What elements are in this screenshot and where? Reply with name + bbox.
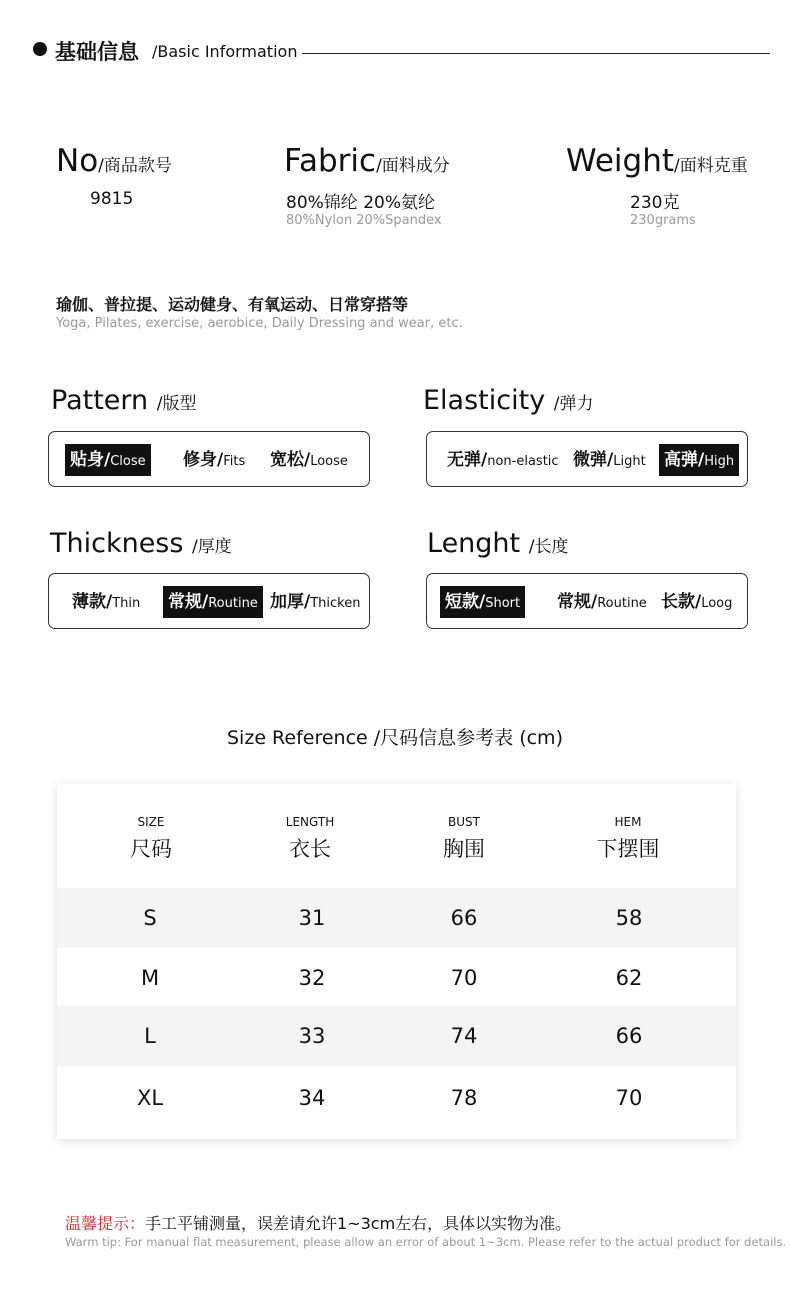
length-options bbox=[426, 573, 748, 629]
thickness-title: Thickness bbox=[50, 528, 184, 559]
table-cell: M bbox=[140, 966, 160, 990]
fabric-subtitle: /面料成分 bbox=[376, 156, 450, 176]
table-row bbox=[57, 1006, 736, 1066]
table-cell: 58 bbox=[615, 906, 643, 930]
thickness-subtitle: /厚度 bbox=[192, 537, 232, 557]
thickness-heading bbox=[50, 530, 232, 557]
weight-title: Weight bbox=[566, 143, 675, 179]
fabric-title: Fabric bbox=[284, 143, 377, 179]
no-value: 9815 bbox=[90, 189, 134, 209]
column-header-hem: HEM 下摆围 bbox=[596, 815, 660, 861]
size-table bbox=[57, 784, 736, 1139]
pattern-subtitle: /版型 bbox=[156, 394, 197, 414]
pattern-option-close: 贴身/Close bbox=[65, 444, 151, 476]
pattern-option-loose: 宽松/Loose bbox=[270, 450, 348, 470]
table-cell: 74 bbox=[450, 1024, 478, 1048]
size-reference-title: Size Reference /尺码信息参考表 (cm) bbox=[227, 727, 563, 749]
table-cell: 66 bbox=[615, 1024, 643, 1048]
usage-text-en: Yoga, Pilates, exercise, aerobice, Daily Dressing and wear, etc. bbox=[56, 316, 463, 331]
thickness-options bbox=[48, 573, 370, 629]
elasticity-option-light: 微弹/Light bbox=[573, 450, 646, 470]
table-cell: L bbox=[144, 1024, 156, 1048]
elasticity-options bbox=[426, 431, 748, 487]
warm-tip-label: 温馨提示： bbox=[65, 1214, 146, 1233]
section-title: 基础信息 bbox=[55, 40, 139, 64]
pattern-options bbox=[48, 431, 370, 487]
weight-value: 230克 bbox=[630, 193, 680, 213]
pattern-heading bbox=[51, 387, 196, 414]
elasticity-option-non-elastic: 无弹/non-elastic bbox=[447, 450, 559, 470]
usage-text: 瑜伽、普拉提、运动健身、有氧运动、日常穿搭等 bbox=[56, 295, 409, 314]
table-cell: 66 bbox=[450, 906, 478, 930]
column-header-length: LENGTH 衣长 bbox=[285, 815, 335, 861]
fabric-value-en: 80%Nylon 20%Spandex bbox=[286, 213, 442, 228]
length-heading bbox=[427, 530, 568, 557]
no-heading bbox=[56, 143, 172, 179]
table-cell: 78 bbox=[450, 1086, 478, 1110]
thickness-option-thin: 薄款/Thin bbox=[72, 592, 141, 612]
warm-tip-text: 手工平铺测量，误差请允许1~3cm左右，具体以实物为准。 bbox=[145, 1214, 572, 1233]
table-cell: 33 bbox=[298, 1024, 326, 1048]
table-cell: 62 bbox=[615, 966, 643, 990]
length-subtitle: /长度 bbox=[528, 537, 569, 557]
pattern-title: Pattern bbox=[51, 385, 149, 416]
column-header-size: SIZE 尺码 bbox=[130, 815, 172, 861]
weight-subtitle: /面料克重 bbox=[674, 156, 748, 176]
elasticity-option-high: 高弹/High bbox=[659, 444, 739, 476]
table-cell: 70 bbox=[615, 1086, 643, 1110]
divider bbox=[302, 53, 770, 54]
length-option-short: 短款/Short bbox=[440, 586, 525, 618]
table-cell: XL bbox=[136, 1086, 164, 1110]
table-row bbox=[57, 888, 736, 948]
length-option-long: 长款/Loog bbox=[661, 592, 733, 612]
pattern-option-fits: 修身/Fits bbox=[183, 450, 246, 470]
table-cell: 34 bbox=[298, 1086, 326, 1110]
table-row bbox=[57, 1068, 736, 1128]
thickness-option-routine: 常规/Routine bbox=[163, 586, 263, 618]
fabric-value: 80%锦纶 20%氨纶 bbox=[286, 193, 435, 213]
length-title: Lenght bbox=[427, 528, 521, 559]
section-title-en: /Basic Information bbox=[152, 42, 298, 61]
elasticity-heading bbox=[423, 387, 594, 414]
warm-tip-en: Warm tip: For manual flat measurement, please allow an error of about 1~3cm. Please refer to the actual product for details. bbox=[65, 1235, 787, 1249]
thickness-option-thicken: 加厚/Thicken bbox=[270, 592, 361, 612]
table-row bbox=[57, 948, 736, 1008]
length-option-routine: 常规/Routine bbox=[557, 592, 647, 612]
elasticity-title: Elasticity bbox=[423, 385, 546, 416]
weight-value-en: 230grams bbox=[630, 213, 696, 228]
no-subtitle: /商品款号 bbox=[98, 156, 172, 176]
warm-tip bbox=[65, 1211, 571, 1234]
table-cell: S bbox=[143, 906, 157, 930]
bullet-dot bbox=[33, 42, 47, 56]
no-title: No bbox=[56, 143, 99, 179]
table-cell: 70 bbox=[450, 966, 478, 990]
elasticity-subtitle: /弹力 bbox=[553, 394, 594, 414]
fabric-heading bbox=[284, 143, 450, 179]
table-cell: 31 bbox=[298, 906, 326, 930]
weight-heading bbox=[566, 143, 748, 179]
table-cell: 32 bbox=[298, 966, 326, 990]
column-header-bust: BUST 胸围 bbox=[443, 815, 485, 861]
